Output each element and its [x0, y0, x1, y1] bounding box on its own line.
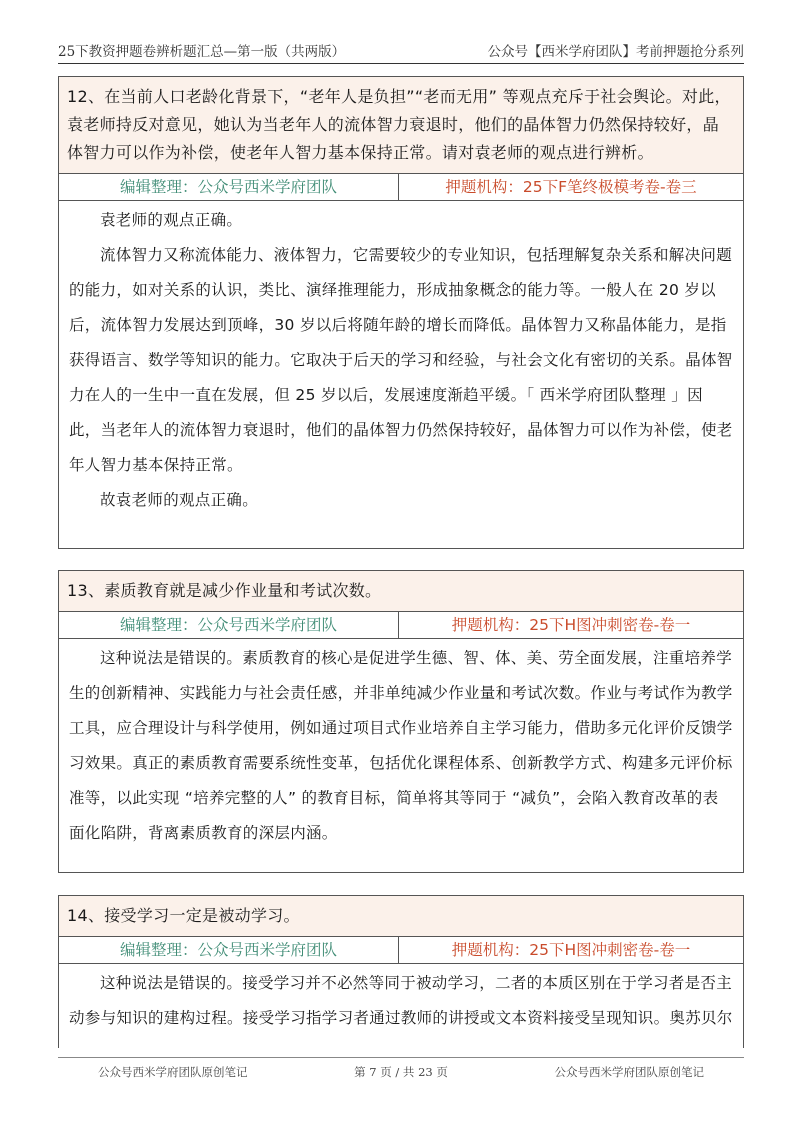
- answer-paragraph: 这种说法是错误的。接受学习并不必然等同于被动学习，二者的本质区别在于学习者是否主动参与知识的建构过程。接受学习指学习者通过教师的讲授或文本资料接受呈现知识。奥苏贝尔: [69, 974, 733, 1027]
- page-footer: [58, 1057, 744, 1081]
- editor-credit: 编辑整理：公众号西米学府团队: [59, 937, 399, 963]
- header-right-text: 公众号【西米学府团队】考前押题抢分系列: [487, 44, 744, 60]
- source-credit: 押题机构：25下H图冲刺密卷-卷一: [451, 616, 691, 634]
- question-block-13: [58, 570, 744, 873]
- question-meta-row: [59, 612, 743, 639]
- question-title: 13、素质教育就是减少作业量和考试次数。: [59, 571, 743, 612]
- editor-credit: 编辑整理：公众号西米学府团队: [59, 612, 399, 638]
- question-meta-row: [59, 937, 743, 964]
- question-title: 12、在当前人口老龄化背景下，“老年人是负担”“老而无用” 等观点充斥于社会舆论。对此，袁老师持反对意见，她认为当老年人的流体智力衰退时，他们的晶体智力仍然保持较好，晶体智力可以作为补偿，使老年人智力基本保持正常。请对袁老师的观点进行辨析。: [59, 77, 743, 174]
- answer-paragraph: 流体智力又称流体能力、液体智力，它需要较少的专业知识，包括理解复杂关系和解决问题的能力，如对关系的认识，类比、演绎推理能力，形成抽象概念的能力等。一般人在 20 岁以后，流体智力发展达到顶峰，30 岁以后将随年龄的增长而降低。晶体智力又称晶体能力，是指获得语言、数学等知识的能力。它取决于后天的学习和经验，与社会文化有密切的关系。晶体智力在人的一生中一直在发展，但 25 岁以后，发展速度渐趋平缓。「 西米学府团队整理 」因此，当老年人的流体智力衰退时，他们的晶体智力仍然保持较好，晶体智力可以作为补偿，使老年人智力基本保持正常。: [69, 246, 733, 474]
- page-number: 第 7 页 / 共 23 页: [354, 1065, 448, 1079]
- page-header: [58, 40, 744, 64]
- question-title: 14、接受学习一定是被动学习。: [59, 896, 743, 937]
- answer-body: [59, 201, 743, 528]
- answer-body: [59, 964, 743, 1046]
- answer-paragraph: 故袁老师的观点正确。: [100, 491, 259, 509]
- header-left-text: 25下教资押题卷辨析题汇总—第一版（共两版）: [58, 44, 346, 60]
- editor-credit: 编辑整理：公众号西米学府团队: [59, 174, 399, 200]
- answer-paragraph: 袁老师的观点正确。: [100, 211, 243, 229]
- question-block-14: [58, 895, 744, 1048]
- answer-body: [59, 639, 743, 861]
- footer-right-text: 公众号西米学府团队原创笔记: [554, 1065, 704, 1079]
- source-credit: 押题机构：25下H图冲刺密卷-卷一: [451, 941, 691, 959]
- source-credit: 押题机构：25下F笔终极模考卷-卷三: [445, 178, 697, 196]
- question-block-12: [58, 76, 744, 549]
- question-meta-row: [59, 174, 743, 201]
- footer-left-text: 公众号西米学府团队原创笔记: [98, 1065, 248, 1079]
- answer-paragraph: 这种说法是错误的。素质教育的核心是促进学生德、智、体、美、劳全面发展，注重培养学生的创新精神、实践能力与社会责任感，并非单纯减少作业量和考试次数。作业与考试作为教学工具，应合理设计与科学使用，例如通过项目式作业培养自主学习能力，借助多元化评价反馈学习效果。真正的素质教育需要系统性变革，包括优化课程体系、创新教学方式、构建多元评价标准等，以此实现 “培养完整的人” 的教育目标，简单将其等同于 “减负”，会陷入教育改革的表面化陷阱，背离素质教育的深层内涵。: [69, 649, 733, 842]
